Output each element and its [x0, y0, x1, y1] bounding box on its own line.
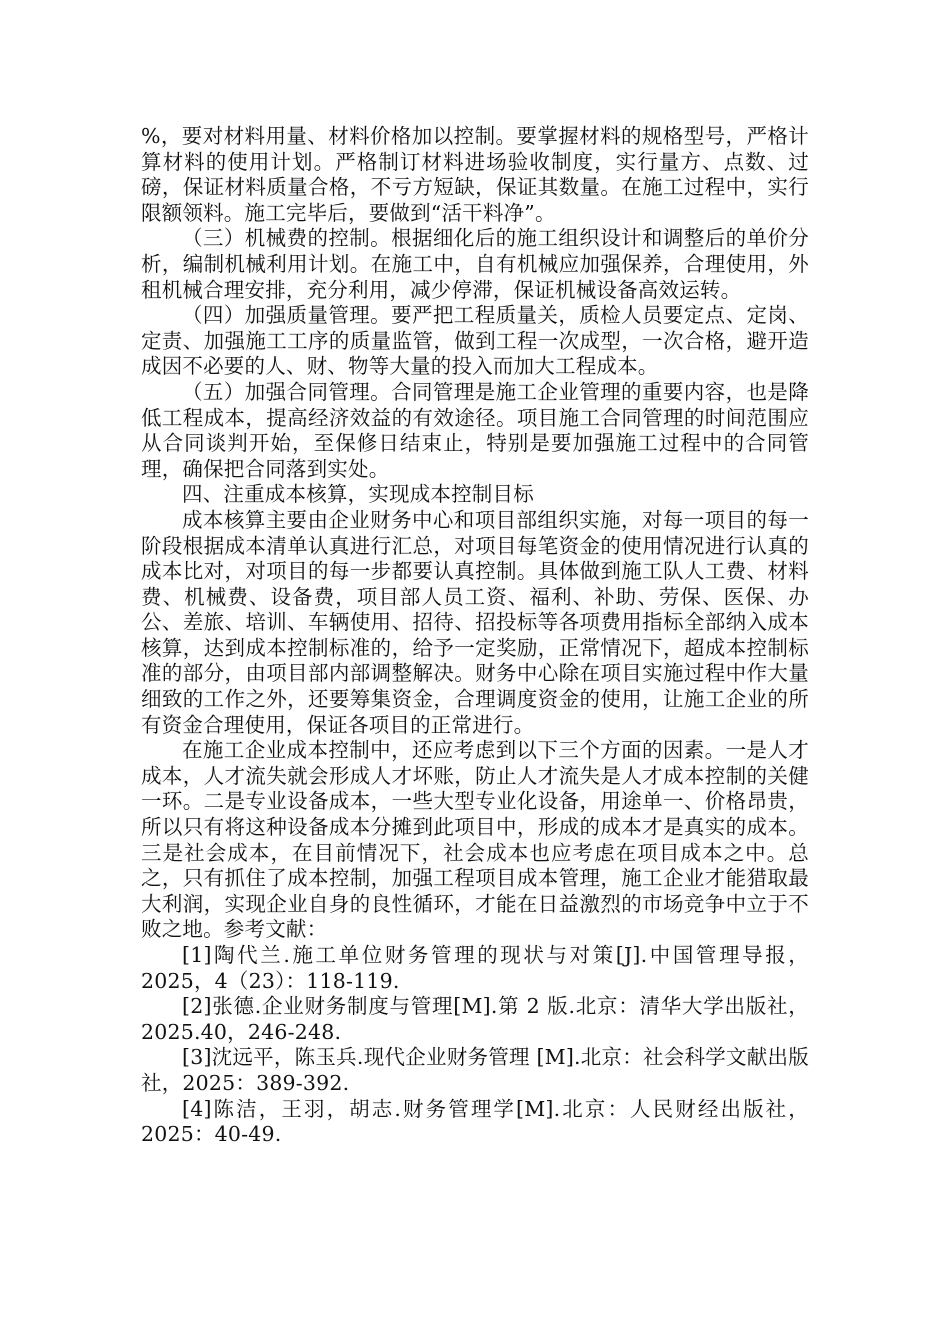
paragraph-materials-control: %，要对材料用量、材料价格加以控制。要掌握材料的规格型号，严格计算材料的使用计划。严格制订材料进场验收制度，实行量方、点数、过磅，保证材料质量合格，不亏方短缺，保证其数量。在施工过程中，实行限额领料。施工完毕后，要做到“活干料净”。 [141, 124, 809, 225]
paragraph-cost-accounting: 成本核算主要由企业财务中心和项目部组织实施，对每一项目的每一阶段根据成本清单认真进行汇总，对项目每笔资金的使用情况进行认真的成本比对，对项目的每一步都要认真控制。具体做到施工队人工费、材料费、机械费、设备费，项目部人员工资、福利、补助、劳保、医保、办公、差旅、培训、车辆使用、招待、招投标等各项费用指标全部纳入成本核算，达到成本控制标准的，给予一定奖励，正常情况下，超成本控制标准的部分，由项目部内部调整解决。财务中心除在项目实施过程中作大量细致的工作之外，还要筹集资金，合理调度资金的使用，让施工企业的所有资金合理使用，保证各项目的正常进行。 [141, 507, 809, 737]
section-heading-cost-accounting: 四、注重成本核算，实现成本控制目标 [182, 482, 534, 507]
paragraph-contract-management: （五）加强合同管理。合同管理是施工企业管理的重要内容，也是降低工程成本，提高经济效益的有效途径。项目施工合同管理的时间范围应从合同谈判开始，至保修日结束止，特别是要加强施工过程中的合同管理，确保把合同落到实处。 [141, 379, 809, 481]
reference-item-2: [2]张德.企业财务制度与管理[M].第 2 版.北京：清华大学出版社，2025.40，246-248. [141, 994, 809, 1044]
reference-item-1: [1]陶代兰.施工单位财务管理的现状与对策[J].中国管理导报，2025，4（23）：118-119. [141, 943, 809, 993]
paragraph-machinery-cost: （三）机械费的控制。根据细化后的施工组织设计和调整后的单价分析，编制机械利用计划。在施工中，自有机械应加强保养，合理使用，外租机械合理安排，充分利用，减少停滞，保证机械设备高效运转。 [141, 226, 809, 302]
reference-item-3: [3]沈远平，陈玉兵.现代企业财务管理 [M].北京：社会科学文献出版社，2025：389-392. [141, 1045, 809, 1095]
paragraph-quality-management: （四）加强质量管理。要严把工程质量关，质检人员要定点、定岗、定责、加强施工工序的质量监管，做到工程一次成型，一次合格，避开造成因不必要的人、财、物等大量的投入而加大工程成本。 [141, 303, 809, 379]
paragraph-three-factors: 在施工企业成本控制中，还应考虑到以下三个方面的因素。一是人才成本，人才流失就会形成人才坏账，防止人才流失是人才成本控制的关健一环。二是专业设备成本，一些大型专业化设备，用途单一、价格昂贵，所以只有将这种设备成本分摊到此项目中，形成的成本才是真实的成本。三是社会成本，在目前情况下，社会成本也应考虑在项目成本之中。总之，只有抓住了成本控制，加强工程项目成本管理，施工企业才能猎取最大利润，实现企业自身的良性循环，才能在日益激烈的市场竞争中立于不败之地。参考文献： [141, 738, 809, 942]
document-page [141, 124, 809, 1148]
reference-item-4: [4]陈洁，王羽，胡志.财务管理学[M].北京：人民财经出版社，2025：40-49. [141, 1096, 809, 1147]
